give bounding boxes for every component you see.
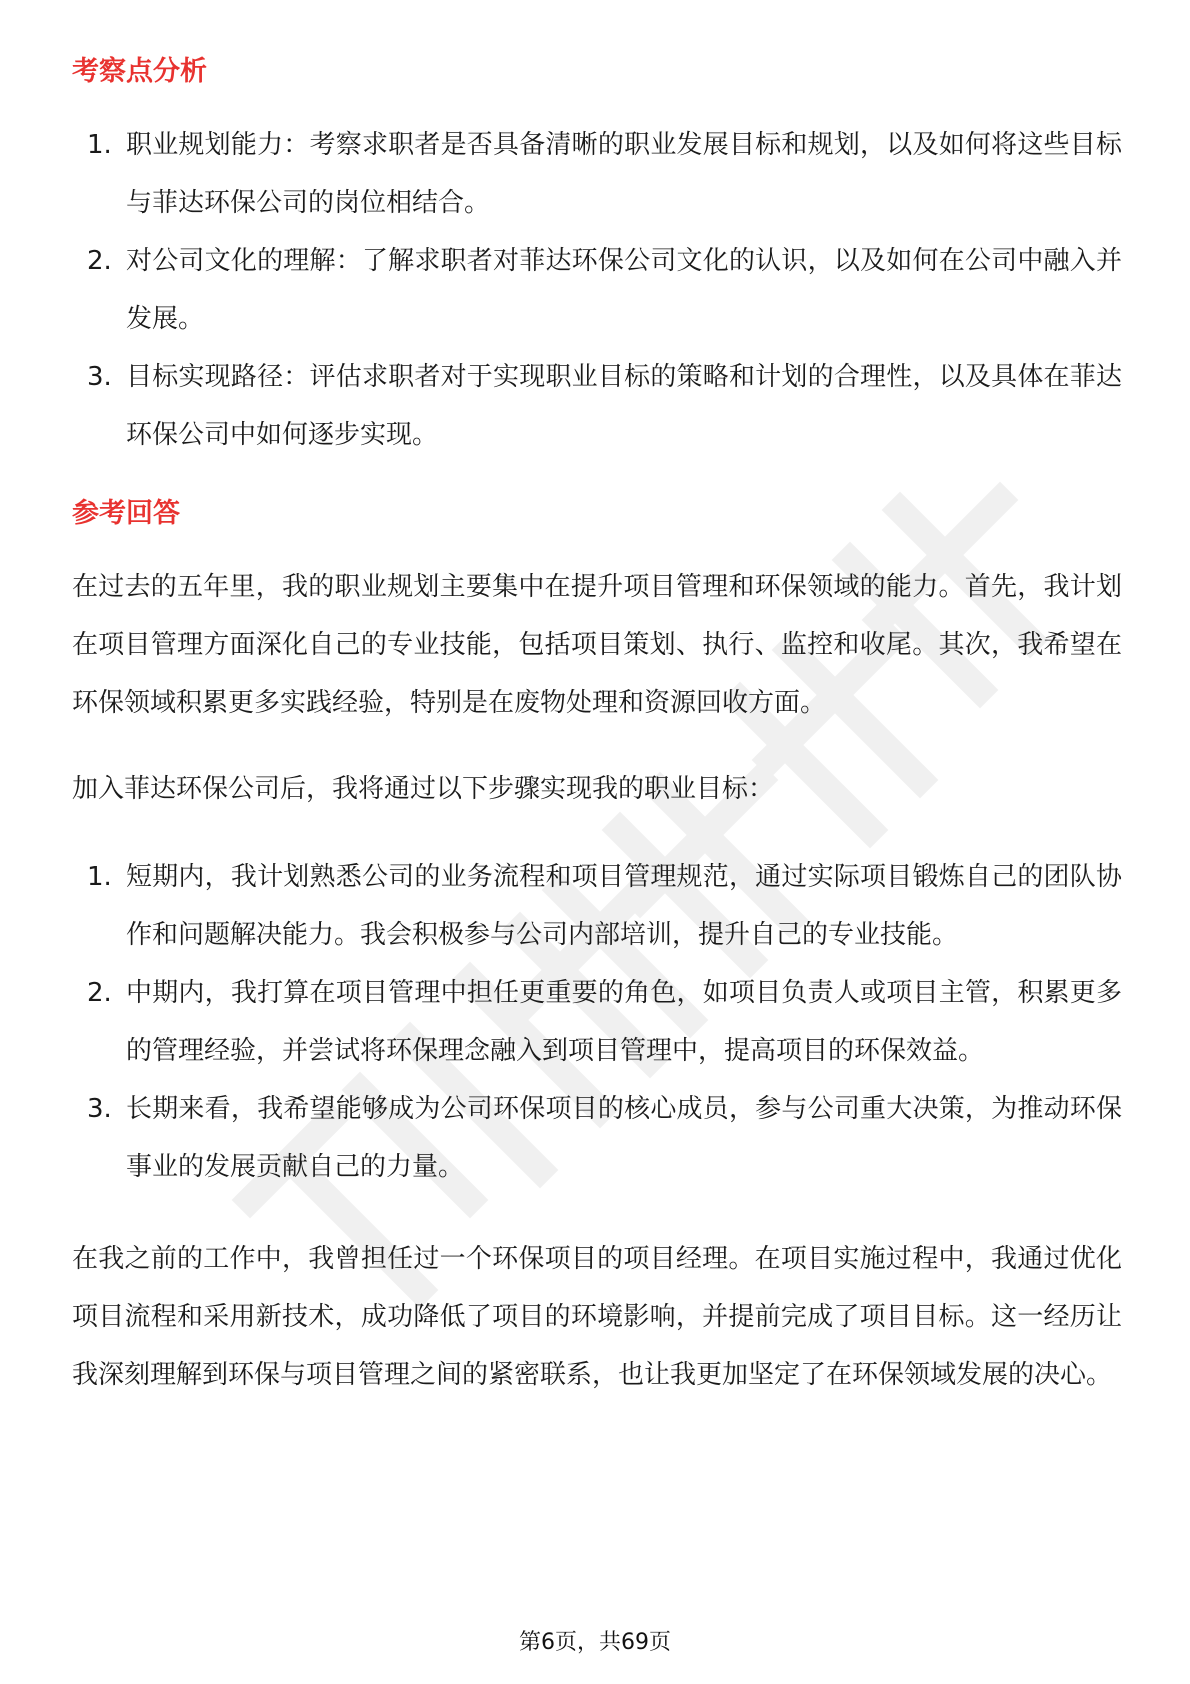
list-item-number: 2. [87,246,112,276]
spacer [72,732,1122,760]
list-item-text: 职业规划能力：考察求职者是否具备清晰的职业发展目标和规划，以及如何将这些目标与菲达环保公司的岗位相结合。 [126,130,1122,218]
list-item-number: 1. [87,130,112,160]
list-item [72,1080,1122,1196]
answer-paragraph-intro: 在过去的五年里，我的职业规划主要集中在提升项目管理和环保领域的能力。首先，我计划在项目管理方面深化自己的专业技能，包括项目策划、执行、监控和收尾。其次，我希望在环保领域积累更多实践经验，特别是在废物处理和资源回收方面。 [72,572,1122,718]
page-number: 第6页，共69页 [519,1630,671,1655]
section-title-analysis: 考察点分析 [72,56,207,87]
list-item [72,348,1122,464]
list-item-number: 3. [87,362,112,392]
list-item [72,964,1122,1080]
list-item-text: 短期内，我计划熟悉公司的业务流程和项目管理规范，通过实际项目锻炼自己的团队协作和问题解决能力。我会积极参与公司内部培训，提升自己的专业技能。 [126,862,1122,950]
list-item-number: 1. [87,862,112,892]
document-content [72,48,1122,1404]
analysis-list [72,116,1122,464]
list-item [72,116,1122,232]
spacer [72,1196,1122,1230]
list-item-number: 3. [87,1094,112,1124]
list-item-number: 2. [87,978,112,1008]
list-item-text: 长期来看，我希望能够成为公司环保项目的核心成员，参与公司重大决策，为推动环保事业的发展贡献自己的力量。 [126,1094,1122,1182]
steps-list [72,848,1122,1196]
section-title-answer: 参考回答 [72,498,180,529]
spacer [72,818,1122,848]
answer-paragraph-steps-intro: 加入菲达环保公司后，我将通过以下步骤实现我的职业目标： [72,774,775,804]
list-item-text: 目标实现路径：评估求职者对于实现职业目标的策略和计划的合理性，以及具体在菲达环保公司中如何逐步实现。 [126,362,1122,450]
list-item-text: 对公司文化的理解：了解求职者对菲达环保公司文化的认识，以及如何在公司中融入并发展。 [126,246,1122,334]
list-item-text: 中期内，我打算在项目管理中担任更重要的角色，如项目负责人或项目主管，积累更多的管理经验，并尝试将环保理念融入到项目管理中，提高项目的环保效益。 [126,978,1122,1066]
list-item [72,848,1122,964]
list-item [72,232,1122,348]
answer-paragraph-experience: 在我之前的工作中，我曾担任过一个环保项目的项目经理。在项目实施过程中，我通过优化项目流程和采用新技术，成功降低了项目的环境影响，并提前完成了项目目标。这一经历让我深刻理解到环保与项目管理之间的紧密联系，也让我更加坚定了在环保领域发展的决心。 [72,1244,1122,1390]
